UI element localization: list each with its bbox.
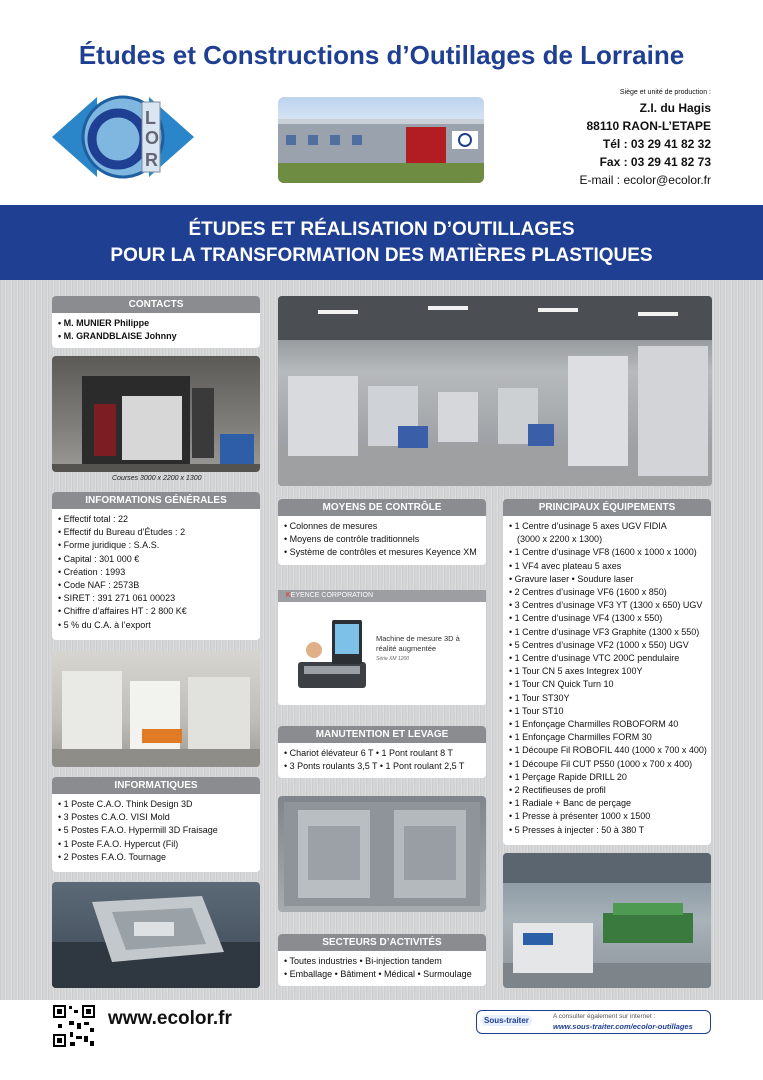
contacts-list: [52, 313, 260, 347]
list-item: • 1 Centre d’usinage VF4 (1300 x 550): [509, 612, 705, 625]
company-title: Études et Constructions d’Outillages de Lorraine: [78, 40, 685, 70]
sous-traiter-note: A consulter également sur internet :: [553, 1013, 656, 1020]
list-item: • 5 % du C.A. à l’export: [58, 619, 254, 632]
list-item: • 3 Ponts roulants 3,5 T • 1 Pont roulant 2,5 T: [284, 760, 480, 773]
list-item: • Moyens de contrôle traditionnels: [284, 533, 480, 546]
list-item: • 1 Découpe Fil ROBOFIL 440 (1000 x 700 x 400): [509, 744, 705, 757]
list-item: • Forme juridique : S.A.S.: [58, 539, 254, 552]
list-item: • 2 Rectifieuses de profil: [509, 784, 705, 797]
mold-part-photo: [52, 882, 260, 988]
list-item: • 1 Tour ST30Y: [509, 692, 705, 705]
photo-caption: Courses 3000 x 2200 x 1300: [112, 475, 202, 482]
sous-traiter-url[interactable]: www.sous-traiter.com/ecolor-outillages: [553, 1022, 693, 1031]
list-item: • Effectif du Bureau d’Études : 2: [58, 526, 254, 539]
banner-line-2: POUR LA TRANSFORMATION DES MATIÈRES PLASTIQUES: [110, 245, 653, 266]
panel-title: INFORMATIONS GÉNÉRALES: [52, 492, 260, 509]
list-item: • Système de contrôles et mesures Keyence XM: [284, 546, 480, 559]
list-item: • 1 VF4 avec plateau 5 axes: [509, 560, 705, 573]
fax-line: Fax : 03 29 41 82 73: [599, 155, 711, 169]
contact-address: [511, 89, 711, 189]
qr-code-icon[interactable]: [52, 1004, 96, 1048]
svg-text:L: L: [145, 108, 156, 128]
list-item: • Effectif total : 22: [58, 513, 254, 526]
workshop-photo: [278, 296, 712, 486]
secteurs-list: [278, 951, 486, 985]
list-item: • Gravure laser • Soudure laser: [509, 573, 705, 586]
keyence-description: Machine de mesure 3D à réalité augmentée Série XM 1200: [376, 634, 460, 662]
website-link[interactable]: www.ecolor.fr: [108, 1008, 232, 1029]
list-item: • 1 Enfonçage Charmilles ROBOFORM 40: [509, 718, 705, 731]
list-item: • 2 Centres d’usinage VF6 (1600 x 850): [509, 586, 705, 599]
equipements-list: [503, 516, 711, 841]
svg-text:R: R: [145, 150, 158, 170]
list-item: • 3 Centres d’usinage VF3 YT (1300 x 650) UGV: [509, 599, 705, 612]
list-item: (3000 x 2200 x 1300): [517, 534, 603, 545]
address-line: Z.I. du Hagis: [639, 101, 711, 115]
fidia-machine-photo: [52, 356, 260, 472]
list-item: • 1 Tour ST10: [509, 705, 705, 718]
mold-tooling-photo: [278, 796, 486, 912]
phone-line: Tél : 03 29 41 82 32: [602, 137, 711, 151]
panel-title: SECTEURS D’ACTIVITÉS: [278, 934, 486, 951]
informatiques-panel: [52, 777, 260, 872]
panel-title: INFORMATIQUES: [52, 777, 260, 794]
ecolor-logo: [52, 92, 194, 182]
list-item: • Création : 1993: [58, 566, 254, 579]
list-item: • 5 Postes F.A.O. Hypermill 3D Fraisage: [58, 824, 254, 837]
informatiques-list: [52, 794, 260, 868]
list-item: • Chiffre d’affaires HT : 2 800 K€: [58, 605, 254, 618]
keyence-machine-image: [292, 610, 372, 698]
list-item: • SIRET : 391 271 061 00023: [58, 592, 254, 605]
list-item: • Chariot élévateur 6 T • 1 Pont roulant 8 T: [284, 747, 480, 760]
list-item: • M. GRANDBLAISE Johnny: [58, 330, 254, 343]
list-item: • 5 Presses à injecter : 50 à 380 T: [509, 824, 705, 837]
secteurs-panel: [278, 934, 486, 986]
sous-traiter-logo: Sous-traiter: [481, 1016, 532, 1025]
list-item: • 1 Centre d’usinage VF3 Graphite (1300 x 550): [509, 626, 705, 639]
banner-line-1: ÉTUDES ET RÉALISATION D’OUTILLAGES: [188, 219, 575, 240]
moyens-controle-panel: [278, 499, 486, 565]
sous-traiter-box[interactable]: [476, 1010, 711, 1034]
list-item: • 1 Poste F.A.O. Hypercut (Fil): [58, 838, 254, 851]
list-item: • 1 Découpe Fil CUT P550 (1000 x 700 x 400): [509, 758, 705, 771]
list-item: • Emballage • Bâtiment • Médical • Surmoulage: [284, 968, 480, 981]
list-item: • 2 Postes F.A.O. Tournage: [58, 851, 254, 864]
siege-label: Siège et unité de production :: [619, 89, 711, 96]
list-item: • 1 Perçage Rapide DRILL 20: [509, 771, 705, 784]
address-line: 88110 RAON-L’ETAPE: [586, 119, 711, 133]
keyence-brand: KEYENCE CORPORATION: [278, 590, 486, 602]
controle-list: [278, 516, 486, 564]
email-line: E-mail : ecolor@ecolor.fr: [579, 173, 711, 187]
list-item: • 1 Centre d’usinage 5 axes UGV FIDIA: [509, 520, 705, 533]
list-item: • 1 Poste C.A.O. Think Design 3D: [58, 798, 254, 811]
header: [0, 0, 763, 205]
list-item: • 1 Radiale + Banc de perçage: [509, 797, 705, 810]
injection-machines-photo: [503, 853, 711, 988]
keyence-box: [278, 590, 486, 705]
equipements-panel: [503, 499, 711, 845]
edm-machines-photo: [52, 651, 260, 767]
list-item: • 1 Enfonçage Charmilles FORM 30: [509, 731, 705, 744]
list-item: • Capital : 301 000 €: [58, 553, 254, 566]
list-item: • Colonnes de mesures: [284, 520, 480, 533]
list-item: • 3 Postes C.A.O. VISI Mold: [58, 811, 254, 824]
panel-title: MANUTENTION ET LEVAGE: [278, 726, 486, 743]
building-photo: [278, 97, 484, 183]
infos-list: [52, 509, 260, 636]
panel-title: PRINCIPAUX ÉQUIPEMENTS: [503, 499, 711, 516]
list-item: • 1 Centre d’usinage VTC 200C pendulaire: [509, 652, 705, 665]
panel-title: CONTACTS: [52, 296, 260, 313]
panel-title: MOYENS DE CONTRÔLE: [278, 499, 486, 516]
manutention-list: [278, 743, 486, 777]
infos-generales-panel: [52, 492, 260, 640]
list-item: • 5 Centres d’usinage VF2 (1000 x 550) UGV: [509, 639, 705, 652]
list-item: • 1 Presse à présenter 1000 x 1500: [509, 810, 705, 823]
list-item: • Toutes industries • Bi-injection tandem: [284, 955, 480, 968]
headline-banner: [0, 205, 763, 280]
list-item: • M. MUNIER Philippe: [58, 317, 254, 330]
list-item: • 1 Tour CN Quick Turn 10: [509, 678, 705, 691]
list-item: • 1 Centre d’usinage VF8 (1600 x 1000 x 1000): [509, 546, 705, 559]
list-item: • Code NAF : 2573B: [58, 579, 254, 592]
list-item: • 1 Tour CN 5 axes Integrex 100Y: [509, 665, 705, 678]
contacts-panel: [52, 296, 260, 348]
manutention-panel: [278, 726, 486, 778]
svg-text:O: O: [145, 128, 160, 148]
